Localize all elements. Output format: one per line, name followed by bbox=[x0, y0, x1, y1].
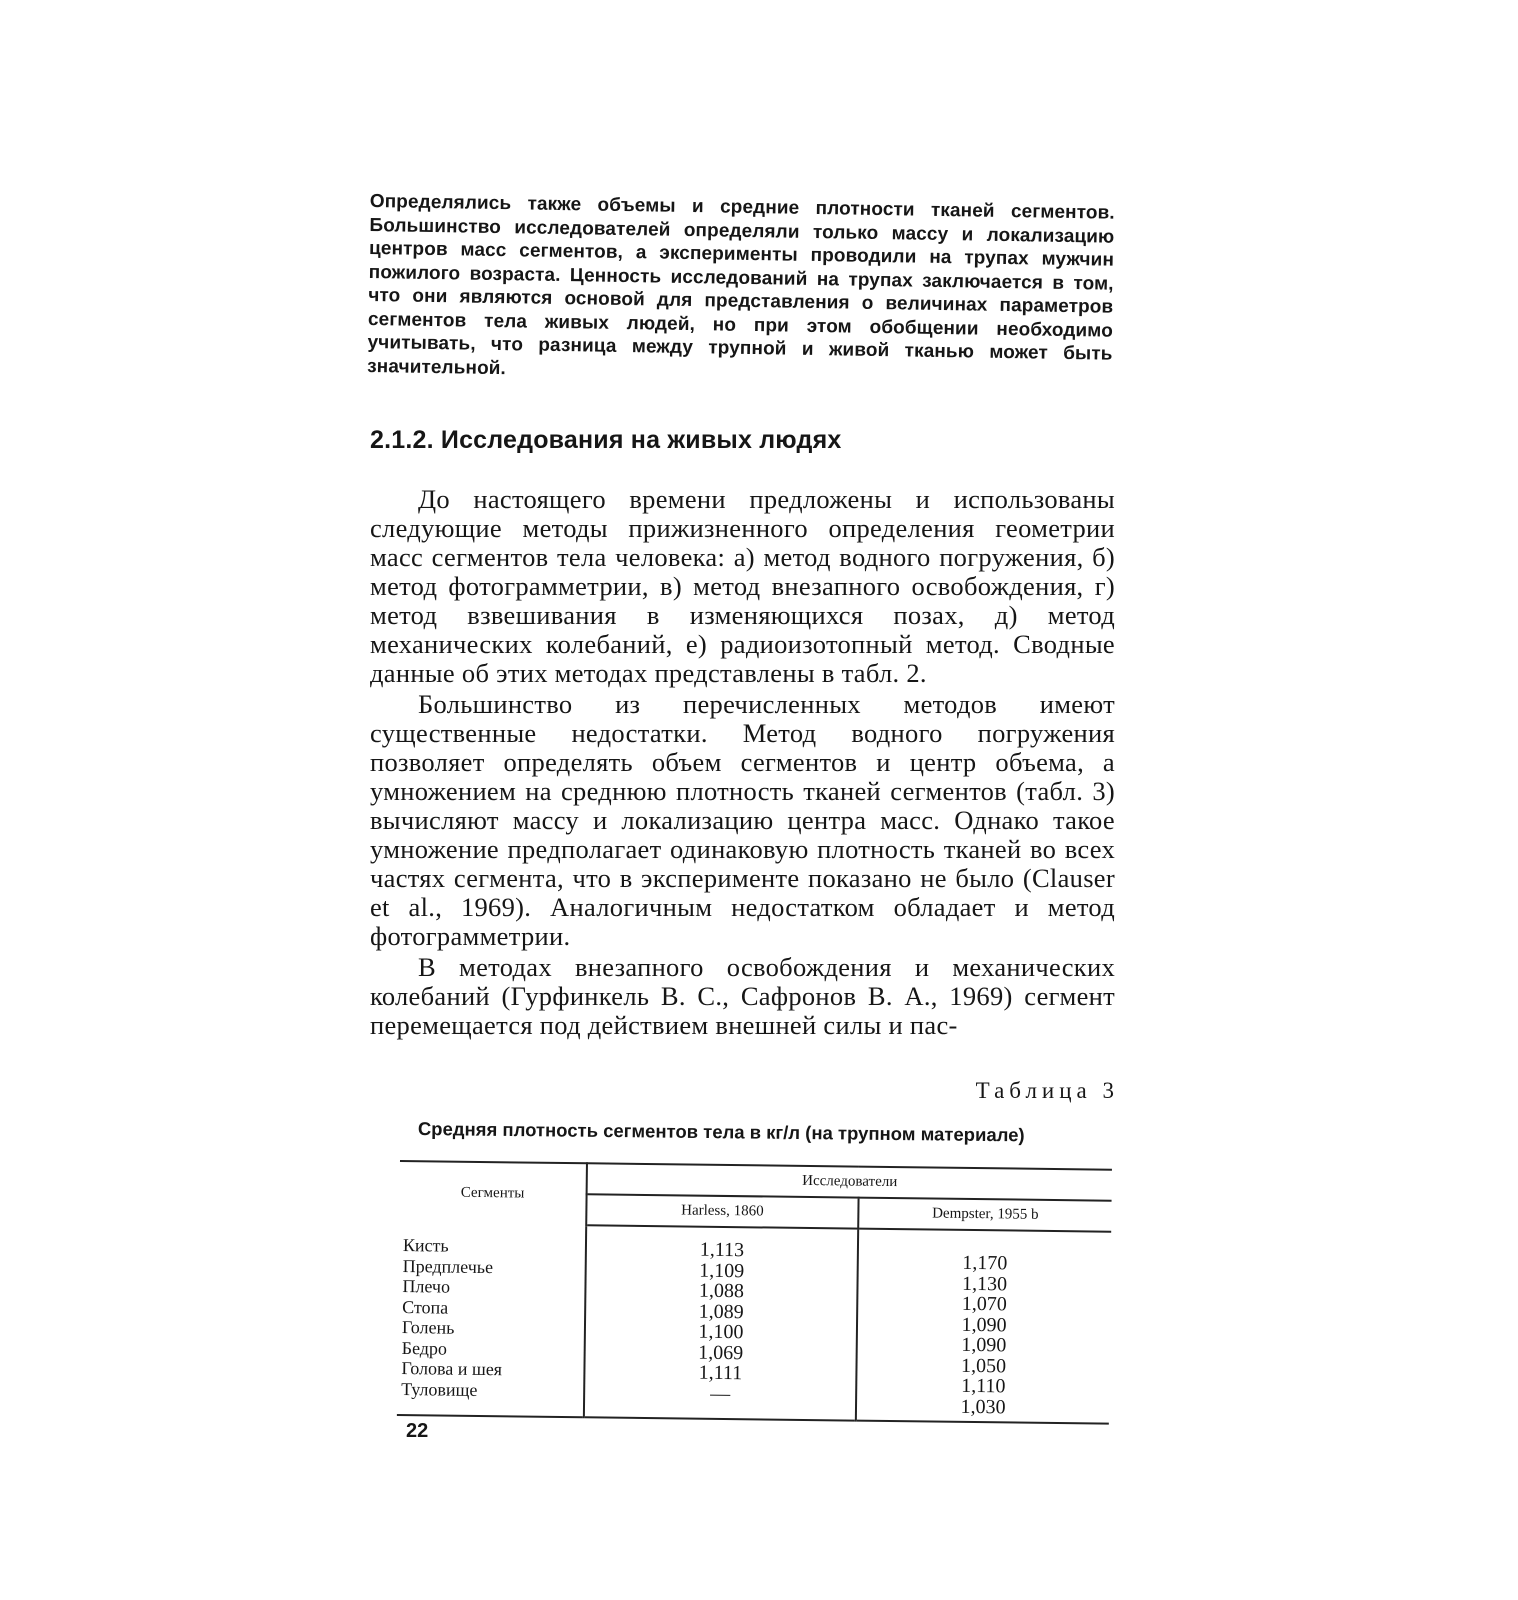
header-researchers: Исследователи bbox=[587, 1163, 1112, 1200]
table-label: Таблица 3 bbox=[975, 1078, 1119, 1103]
page-number: 22 bbox=[406, 1420, 429, 1442]
list-item: Бедро bbox=[401, 1337, 448, 1359]
list-item: Голова и шея bbox=[401, 1358, 503, 1380]
list-item: 1,090 bbox=[961, 1313, 1007, 1336]
list-item: 1,090 bbox=[961, 1333, 1007, 1357]
paragraph-release-methods: В методах внезапного освобождения и механических колебаний (Гурфинкель В. С., Сафронов В. А., 1969) сегмент перемещается под действием внешней силы и пас- bbox=[370, 952, 1115, 1040]
book-page bbox=[367, 190, 1119, 1443]
intro-paragraph: Определялись также объемы и средние плотности тканей сегментов. Большинство исследователей определяли только массу и локализацию центров масс сегментов, а эксперименты проводили на трупах мужчин пожилого возраста. Ценность исследований на трупах заключается в том, что они являются основой для представления о величинах параметров сегментов тела живых людей, но при этом обобщении необходимо учитывать, что разница между трупной и живой тканью может быть значительной. bbox=[367, 190, 1115, 379]
header-dempster: Dempster, 1955 b bbox=[858, 1198, 1111, 1232]
list-item: Плечо bbox=[402, 1276, 451, 1297]
list-item: — bbox=[710, 1382, 731, 1405]
list-item: 1,113 bbox=[699, 1238, 745, 1262]
header-harless: Harless, 1860 bbox=[586, 1194, 858, 1228]
dempster-cell bbox=[856, 1229, 1111, 1424]
paragraph-methods: До настоящего времени предложены и использованы следующие методы прижизненного определения геометрии масс сегментов тела человека: а) метод водного погружения, б) метод фотограмметрии, в) метод внезапного освобождения, г) метод взвешивания в изменяющихся позах, д) метод механических колебаний, е) радиоизотопный метод. Сводные данные об этих методах представлены в табл. 2. bbox=[370, 484, 1115, 688]
list-item: 1,030 bbox=[960, 1395, 1006, 1418]
harless-values bbox=[589, 1238, 853, 1405]
list-item: 1,170 bbox=[962, 1251, 1008, 1275]
segments-list bbox=[401, 1235, 581, 1401]
list-item: 1,100 bbox=[698, 1320, 744, 1344]
segments-cell bbox=[397, 1223, 586, 1417]
list-item: 1,109 bbox=[699, 1259, 745, 1282]
table-body-row bbox=[397, 1223, 1111, 1424]
section-heading: 2.1.2. Исследования на живых людях bbox=[370, 426, 842, 454]
list-item: 1,069 bbox=[698, 1341, 744, 1364]
list-item: 1,050 bbox=[960, 1354, 1007, 1377]
paragraph-drawbacks: Большинство из перечисленных методов имеют существенные недостатки. Метод водного погружения позволяет определять объем сегментов и центр объема, а умножением на среднюю плотность тканей сегментов (табл. 3) вычисляют массу и локализацию центра масс. Однако такое умножение предполагает одинаковую плотность тканей во всех частях сегмента, что в эксперименте показано не было (Clauser et al., 1969). Аналогичным недостатком обладает и метод фотограмметрии. bbox=[370, 689, 1115, 951]
dempster-values bbox=[861, 1252, 1107, 1419]
list-item: Туловище bbox=[401, 1378, 478, 1400]
list-item: Кисть bbox=[402, 1235, 449, 1256]
list-item: 1,089 bbox=[698, 1300, 744, 1323]
list-item: Стопа bbox=[402, 1296, 449, 1318]
list-item: Голень bbox=[401, 1317, 455, 1338]
density-table bbox=[397, 1160, 1112, 1425]
list-item: 1,088 bbox=[698, 1279, 745, 1303]
harless-cell bbox=[584, 1225, 858, 1420]
list-item: 1,111 bbox=[698, 1361, 743, 1385]
table-caption: Средняя плотность сегментов тела в кг/л (на трупном материале) bbox=[417, 1118, 1025, 1146]
list-item: 1,130 bbox=[961, 1272, 1008, 1295]
list-item: Предплечье bbox=[402, 1255, 494, 1277]
body-text bbox=[370, 485, 1115, 1040]
list-item: 1,110 bbox=[961, 1374, 1006, 1398]
header-segments: Сегменты bbox=[399, 1161, 587, 1225]
list-item: 1,070 bbox=[961, 1292, 1007, 1316]
